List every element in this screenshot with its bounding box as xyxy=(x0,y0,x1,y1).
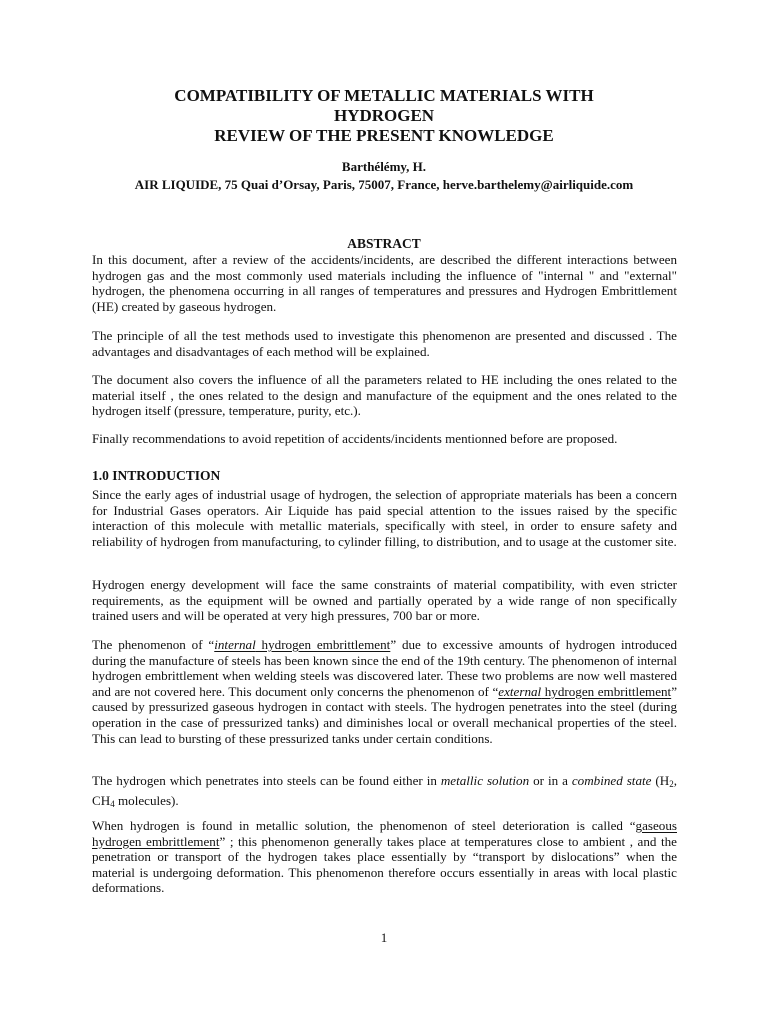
introduction-paragraph-3: The phenomenon of “internal hydrogen embrittlement” due to excessive amounts of hydrogen introduced during the manufacture of steels has been known since the end of the 19th century. The phenomenon of internal hydrogen embrittlement when welding steels was discovered later. These two problems are now well mastered and are not covered here. This document only concerns the phenomenon of “external hydrogen embrittlement” caused by pressurized gaseous hydrogen in contact with steels. The hydrogen penetrates into the steel (during operation in the case of pressurized tanks) and diminishes local or overall mechanical properties of the steel. This can lead to bursting of these pressurized tanks under certain conditions. xyxy=(92,637,677,746)
introduction-paragraph-5: When hydrogen is found in metallic solution, the phenomenon of steel deterioration is called “gaseous hydrogen embrittlement” ; this phenomenon generally takes place at temperatures close to ambient , and the penetration or transport of the hydrogen takes place essentially by “transport by dislocations” when the material is undergoing deformation. This phenomenon therefore occurs essentially in areas with local plastic deformations. xyxy=(92,818,677,896)
introduction-heading: 1.0 INTRODUCTION xyxy=(92,468,221,483)
title-line-2: HYDROGEN xyxy=(333,106,435,125)
abstract-paragraph-3: The document also covers the influence of all the parameters related to HE including the ones related to the material itself , the ones related to the design and manufacture of the equipment and the ones related to the hydrogen itself (pressure, temperature, purity, etc.). xyxy=(92,372,677,419)
author-affiliation: AIR LIQUIDE, 75 Quai d’Orsay, Paris, 75007, France, herve.barthelemy@airliquide.com xyxy=(134,177,634,192)
gaseous-hydrogen-embrittlement-term: gaseous hydrogen embrittlement xyxy=(92,818,677,849)
title-line-1: COMPATIBILITY OF METALLIC MATERIALS WITH xyxy=(174,86,594,105)
author-name: Barthélémy, H. xyxy=(341,159,427,174)
introduction-paragraph-2: Hydrogen energy development will face the same constraints of material compatibility, with even stricter requirements, as the equipment will be owned and partially operated by a wide range of non specifically trained users and will be operated at very high pressures, 700 bar or more. xyxy=(92,577,677,624)
abstract-paragraph-2: The principle of all the test methods used to investigate this phenomenon are presented and discussed . The advantages and disadvantages of each method will be explained. xyxy=(92,328,677,359)
page-number: 1 xyxy=(380,930,388,945)
abstract-paragraph-4: Finally recommendations to avoid repetition of accidents/incidents mentionned before are proposed. xyxy=(92,431,618,446)
introduction-paragraph-4: The hydrogen which penetrates into steels can be found either in metallic solution or in a combined state ($H_2$, $CH_4$ molecules). xyxy=(92,773,677,809)
introduction-paragraph-1: Since the early ages of industrial usage of hydrogen, the selection of appropriate materials has been a concern for Industrial Gases operators. Air Liquide has paid special attention to the issues raised by the specific interaction of this molecule with metallic materials, specifically with steel, in order to ensure safety and reliability of hydrogen from manufacturing, to cylinder filling, to distribution, and to usage at the customer site. xyxy=(92,487,677,549)
combined-state-term: combined state xyxy=(571,773,652,788)
external-term: external hydrogen embrittlement xyxy=(498,683,672,699)
abstract-heading: ABSTRACT xyxy=(347,236,421,251)
author-block xyxy=(0,158,768,194)
title-line-3: REVIEW OF THE PRESENT KNOWLEDGE xyxy=(214,126,554,145)
internal-term: internal hydrogen embrittlement xyxy=(214,637,391,652)
paper-title xyxy=(0,86,768,146)
metallic-solution-term: metallic solution xyxy=(440,773,530,788)
abstract-paragraph-1: In this document, after a review of the accidents/incidents, are described the different interactions between hydrogen gas and the most commonly used materials including the influence of "internal " and "external" hydrogen, the phenomena occurring in all ranges of temperatures and pressures and Hydrogen Embrittlement (HE) created by gaseous hydrogen. xyxy=(92,252,677,314)
